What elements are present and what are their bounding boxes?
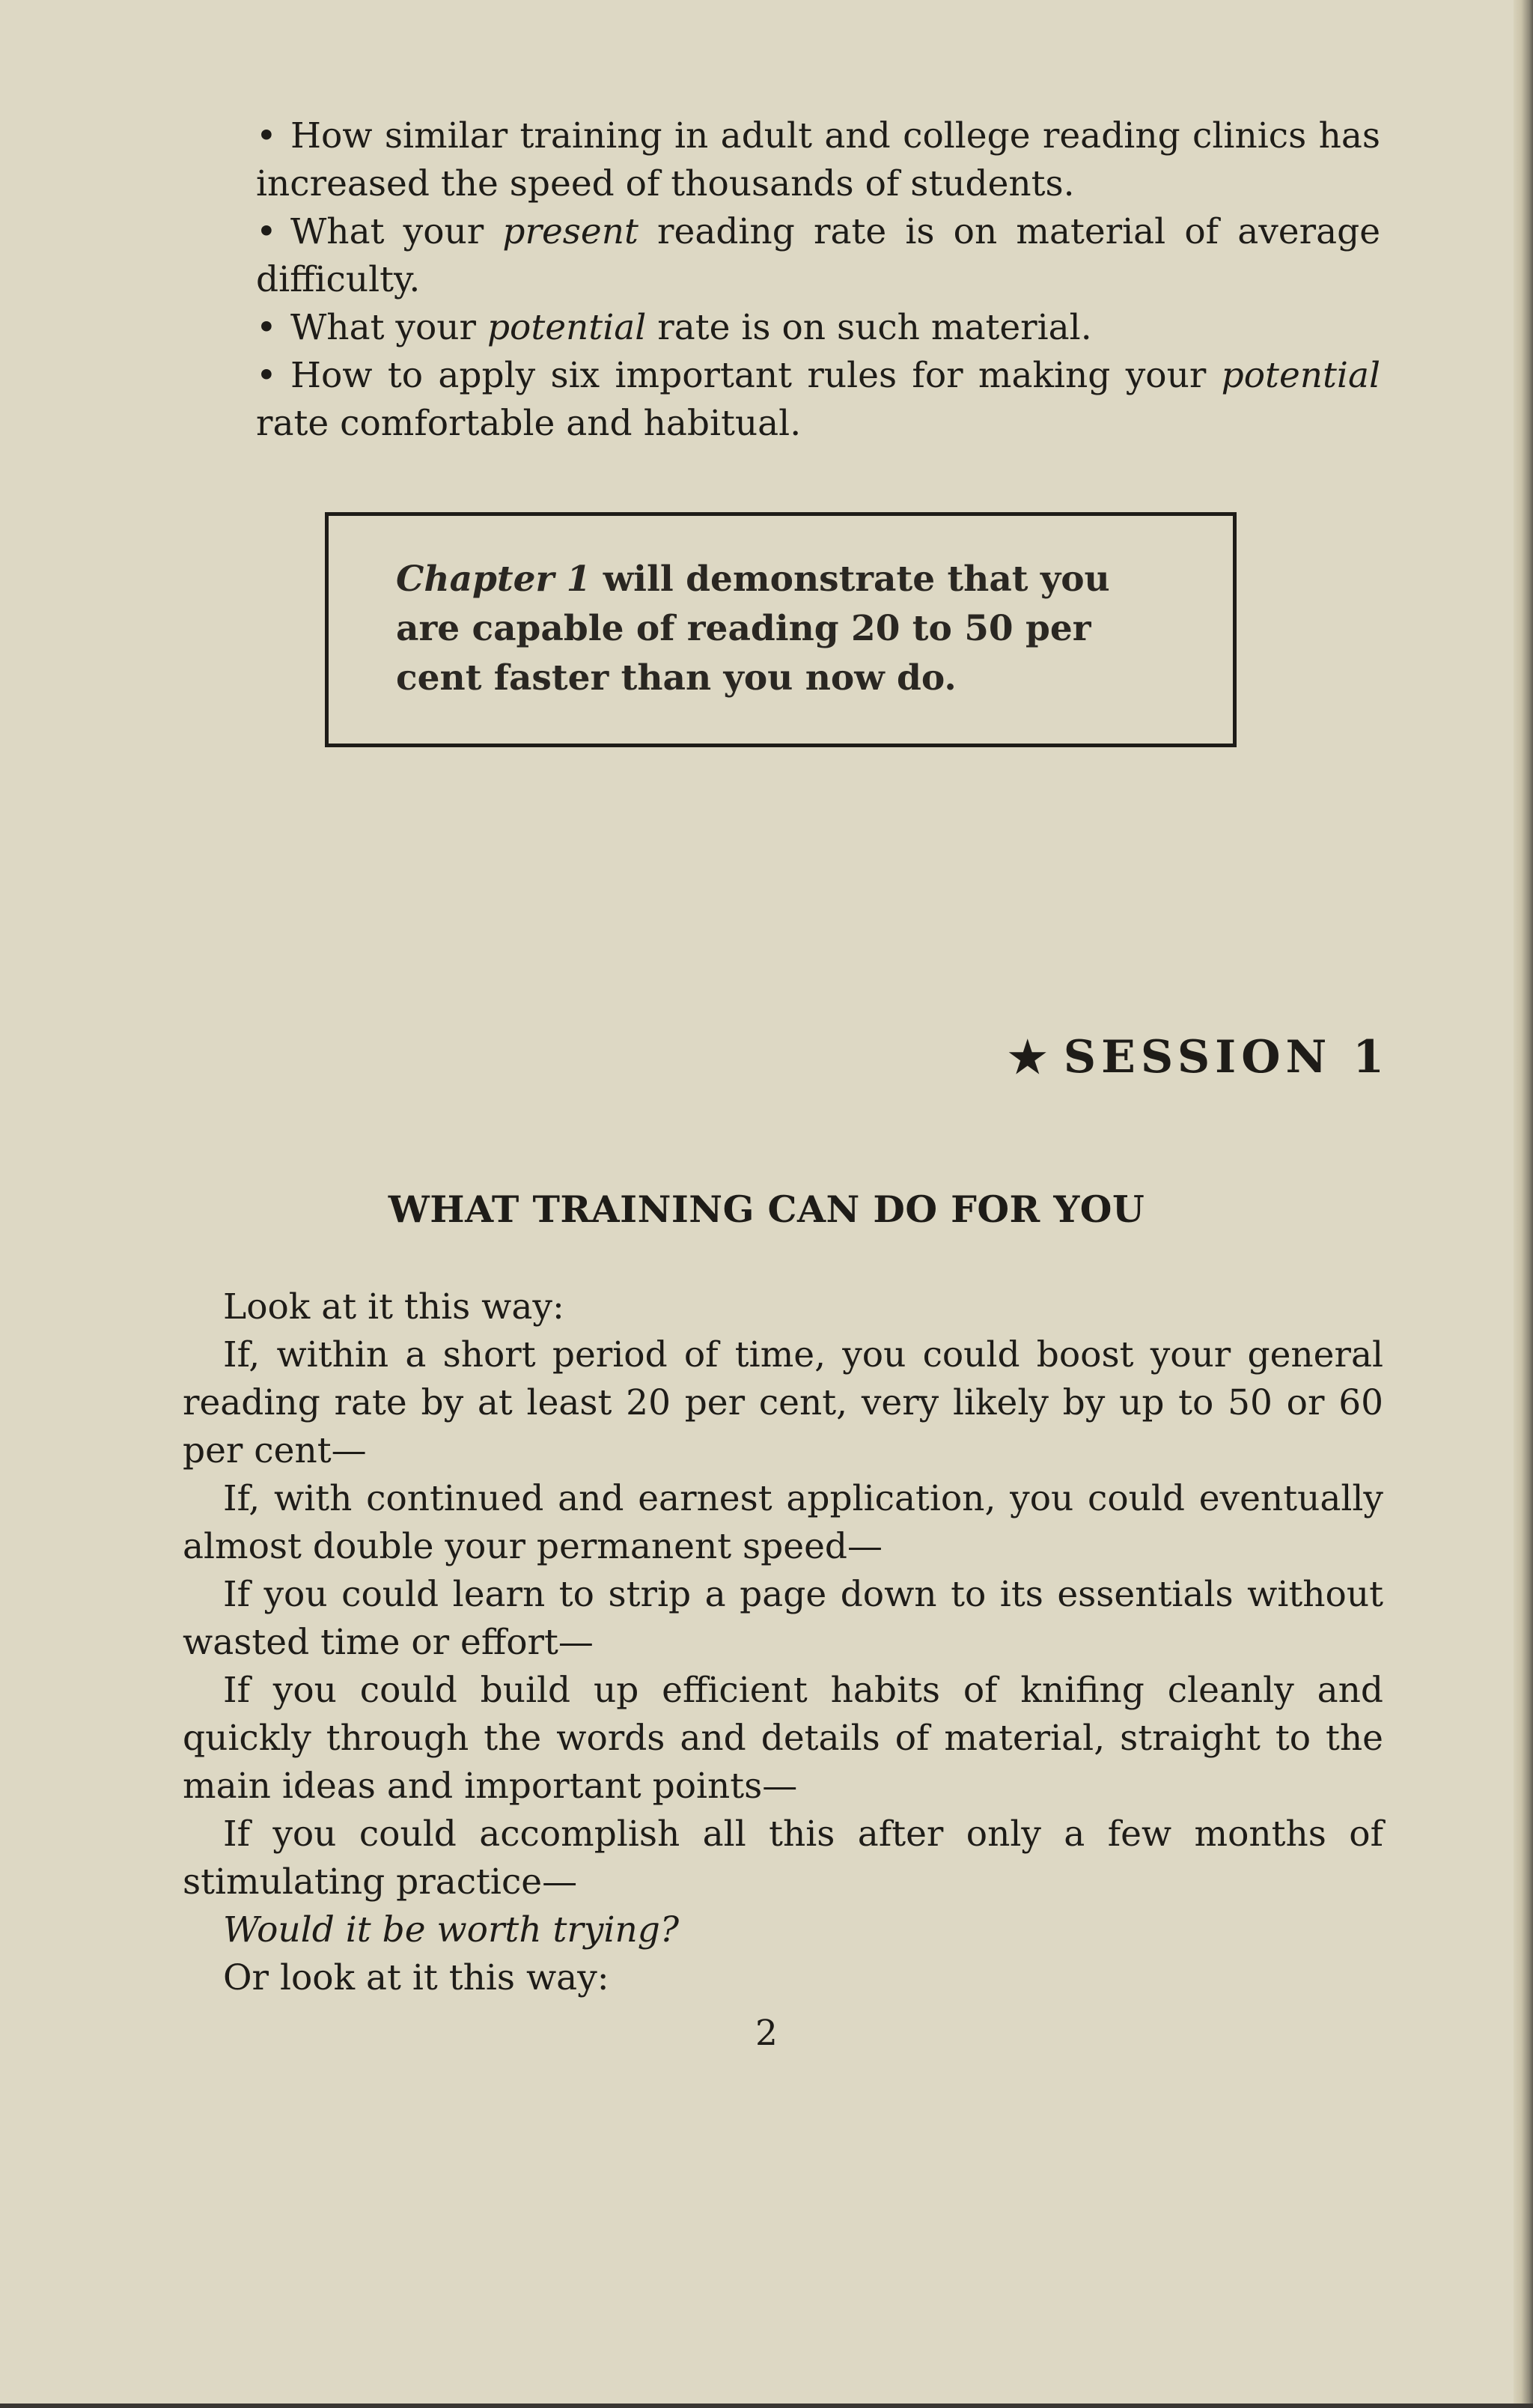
body-paragraph: If you could accomplish all this after only a few months of stimulating practice— xyxy=(183,1813,1383,1903)
session-heading xyxy=(1008,1027,1389,1087)
star-icon: ★ xyxy=(1008,1032,1047,1083)
intro-list-item xyxy=(256,112,1380,208)
bullet-icon: • xyxy=(256,355,277,396)
list-item-text: What your xyxy=(290,211,503,252)
list-item-text: What your xyxy=(290,307,487,348)
section-title: WHAT TRAINING CAN DO FOR YOU xyxy=(388,1188,1145,1231)
page-bottom-edge xyxy=(0,2404,1533,2408)
body-paragraph: Would it be worth trying? xyxy=(223,1909,680,1951)
callout-chapter-ref: Chapter 1 xyxy=(396,559,591,600)
bullet-icon: • xyxy=(256,307,277,348)
intro-list-item xyxy=(256,304,1380,352)
callout-text: will demonstrate that you are capable of reading 20 to 50 per cent faster than you now do. xyxy=(396,559,1110,699)
emphasis-text: potential xyxy=(487,307,647,348)
page-number: 2 xyxy=(755,2013,778,2054)
list-item-text: How similar training in adult and college reading clinics has increased the speed of thousands of students. xyxy=(256,115,1380,204)
body-paragraph: If, with continued and earnest application, you could eventually almost double your permanent speed— xyxy=(183,1478,1383,1567)
list-item-text: rate is on such material. xyxy=(646,307,1092,348)
body-paragraph: If you could build up efficient habits of knifing cleanly and quickly through the words and details of material, straight to the main ideas and important points— xyxy=(183,1670,1383,1807)
body-paragraph: Look at it this way: xyxy=(223,1286,564,1328)
list-item-text: reading rate is on material of average difficulty. xyxy=(256,211,1381,300)
session-label: SESSION 1 xyxy=(1063,1031,1389,1083)
emphasis-text: potential xyxy=(1221,355,1380,396)
body-paragraph: Or look at it this way: xyxy=(223,1957,609,1998)
bullet-icon: • xyxy=(256,115,277,156)
emphasis-text: present xyxy=(502,211,639,252)
body-paragraph: If, within a short period of time, you could boost your general reading rate by at least 20 per cent, very likely by up to 50 or 60 per cent— xyxy=(183,1334,1383,1471)
list-item-text: How to apply six important rules for making your xyxy=(290,355,1222,396)
intro-list-item xyxy=(256,208,1380,304)
intro-bullet-list xyxy=(256,112,1380,448)
body-paragraph: If you could learn to strip a page down to its essentials without wasted time or effort— xyxy=(183,1574,1383,1663)
list-item-text: rate comfortable and habitual. xyxy=(256,403,802,444)
chapter-callout-box xyxy=(325,512,1237,747)
bullet-icon: • xyxy=(256,211,277,252)
body-text xyxy=(183,1283,1383,2002)
intro-list-item xyxy=(256,352,1380,448)
